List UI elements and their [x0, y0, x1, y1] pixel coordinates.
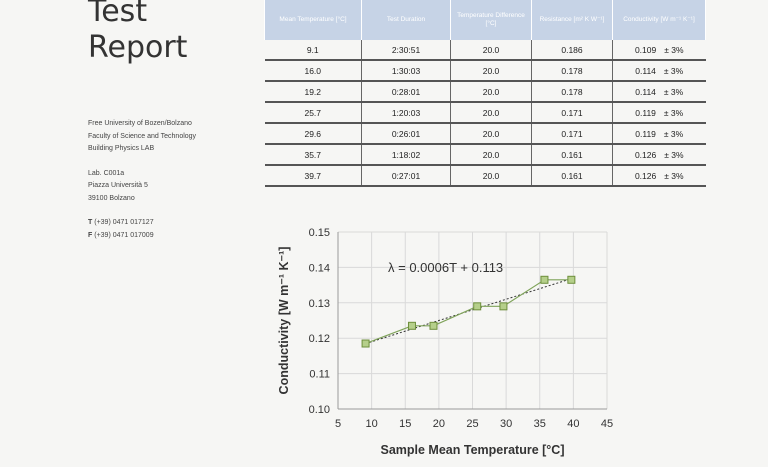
- cell-resistance: 0.161: [532, 144, 613, 165]
- y-tick-label: 0.14: [308, 262, 330, 275]
- table-header-row: [265, 0, 706, 40]
- uncertainty: ± 3%: [664, 149, 684, 160]
- phone-label: T: [88, 219, 93, 226]
- x-tick-label: 5: [334, 418, 342, 430]
- conductivity-value: 0.114: [635, 65, 656, 76]
- uncertainty: ± 3%: [663, 86, 684, 97]
- street: Piazza Università 5: [88, 182, 148, 189]
- cell-resistance: 0.178: [532, 60, 613, 81]
- trend-line: [366, 279, 572, 344]
- title-line-1: Test: [88, 0, 148, 29]
- cell-test-duration: 0:26:01: [362, 123, 451, 144]
- cell-resistance: 0.186: [532, 40, 613, 60]
- fax-number: (+39) 0471 017009: [94, 231, 154, 239]
- cell-mean-temperature: 39.7: [265, 165, 362, 186]
- data-point: [541, 276, 548, 283]
- cell-mean-temperature: 9.1: [265, 40, 362, 60]
- table-row: [265, 123, 706, 144]
- org-lab: Building Physics LAB: [88, 145, 155, 152]
- equation-annotation: λ = 0.0006T + 0.113: [388, 260, 504, 275]
- title-line-2: Report: [88, 30, 188, 65]
- cell-resistance: 0.178: [532, 81, 613, 102]
- conductivity-value: 0.126: [634, 149, 657, 160]
- cell-conductivity: [613, 144, 706, 165]
- cell-conductivity: [613, 102, 706, 123]
- x-tick-label: 30: [500, 418, 513, 430]
- cell-conductivity: [613, 81, 706, 102]
- cell-resistance: 0.161: [532, 165, 613, 186]
- x-tick-label: 10: [365, 418, 378, 430]
- org-faculty: Faculty of Science and Technology: [88, 132, 197, 140]
- y-tick-label: 0.10: [308, 404, 330, 416]
- phone-line: [88, 217, 196, 230]
- uncertainty: ± 3%: [664, 170, 684, 181]
- cell-mean-temperature: 35.7: [265, 144, 362, 165]
- lab-room: Lab. C001a: [88, 169, 125, 177]
- table-row: [265, 60, 706, 81]
- page-title: [88, 0, 187, 66]
- x-tick-label: 40: [567, 418, 580, 430]
- y-tick-label: 0.15: [308, 227, 330, 239]
- conductivity-chart: [270, 218, 640, 467]
- cell-resistance: 0.171: [532, 123, 613, 144]
- cell-conductivity: [613, 165, 706, 186]
- address-block: [88, 118, 196, 242]
- data-point: [474, 303, 481, 310]
- table-row: [265, 40, 706, 60]
- x-tick-label: 20: [432, 418, 445, 430]
- col-header-mean-temperature: Mean Temperature [°C]: [265, 0, 362, 40]
- col-header-resistance: Resistance [m² K W⁻¹]: [532, 0, 613, 40]
- table-row: [265, 81, 706, 102]
- conductivity-value: 0.126: [634, 170, 657, 181]
- cell-test-duration: 1:20:03: [362, 102, 451, 123]
- col-header-test-duration: Test Duration: [362, 0, 451, 40]
- conductivity-value: 0.114: [635, 86, 656, 97]
- cell-test-duration: 0:27:01: [362, 165, 451, 186]
- data-point: [430, 322, 437, 329]
- cell-mean-temperature: 29.6: [265, 123, 362, 144]
- fax-line: [88, 230, 196, 243]
- col-header-temperature-difference: Temperature Difference [°C]: [451, 0, 532, 40]
- cell-temperature-difference: 20.0: [451, 102, 532, 123]
- fax-label: F: [88, 231, 93, 239]
- cell-test-duration: 1:18:02: [362, 144, 451, 165]
- city: 39100 Bolzano: [88, 194, 135, 202]
- cell-temperature-difference: 20.0: [451, 123, 532, 144]
- conductivity-value: 0.119: [635, 107, 656, 118]
- cell-temperature-difference: 20.0: [451, 144, 532, 165]
- cell-test-duration: 1:30:03: [362, 60, 451, 81]
- cell-temperature-difference: 20.0: [451, 165, 532, 186]
- col-header-conductivity: Conductivity [W m⁻¹ K⁻¹]: [613, 0, 706, 40]
- data-point: [362, 340, 369, 347]
- cell-mean-temperature: 19.2: [265, 81, 362, 102]
- y-tick-label: 0.11: [309, 368, 330, 381]
- cell-test-duration: 0:28:01: [362, 81, 451, 102]
- x-tick-label: 25: [466, 418, 479, 430]
- uncertainty: ± 3%: [663, 107, 684, 118]
- x-axis-label: Sample Mean Temperature [°C]: [380, 443, 565, 457]
- y-tick-label: 0.13: [308, 297, 330, 310]
- cell-temperature-difference: 20.0: [451, 60, 532, 81]
- data-point: [568, 276, 575, 283]
- uncertainty: ± 3%: [663, 65, 684, 76]
- cell-conductivity: [613, 123, 706, 144]
- table-row: [265, 144, 706, 165]
- y-axis-label: Conductivity [W m⁻¹ K⁻¹]: [277, 246, 291, 395]
- table-row: [265, 102, 706, 123]
- x-tick-label: 35: [533, 418, 546, 430]
- x-tick-label: 45: [600, 418, 614, 430]
- results-table: [264, 0, 706, 187]
- cell-mean-temperature: 16.0: [265, 60, 362, 81]
- table-row: [265, 165, 706, 186]
- cell-conductivity: [613, 40, 706, 60]
- conductivity-value: 0.119: [635, 128, 656, 139]
- cell-mean-temperature: 25.7: [265, 102, 362, 123]
- data-point: [500, 303, 507, 310]
- x-tick-label: 15: [399, 418, 412, 430]
- cell-resistance: 0.171: [532, 102, 613, 123]
- org-university: Free University of Bozen/Bolzano: [88, 120, 192, 127]
- uncertainty: ± 3%: [664, 44, 684, 55]
- uncertainty: ± 3%: [663, 128, 684, 139]
- phone-number: (+39) 0471 017127: [94, 219, 154, 226]
- y-tick-label: 0.12: [308, 333, 330, 346]
- data-point: [408, 322, 415, 329]
- cell-temperature-difference: 20.0: [451, 81, 532, 102]
- cell-conductivity: [613, 60, 706, 81]
- conductivity-value: 0.109: [634, 44, 657, 55]
- cell-temperature-difference: 20.0: [451, 40, 532, 60]
- cell-test-duration: 2:30:51: [362, 40, 451, 60]
